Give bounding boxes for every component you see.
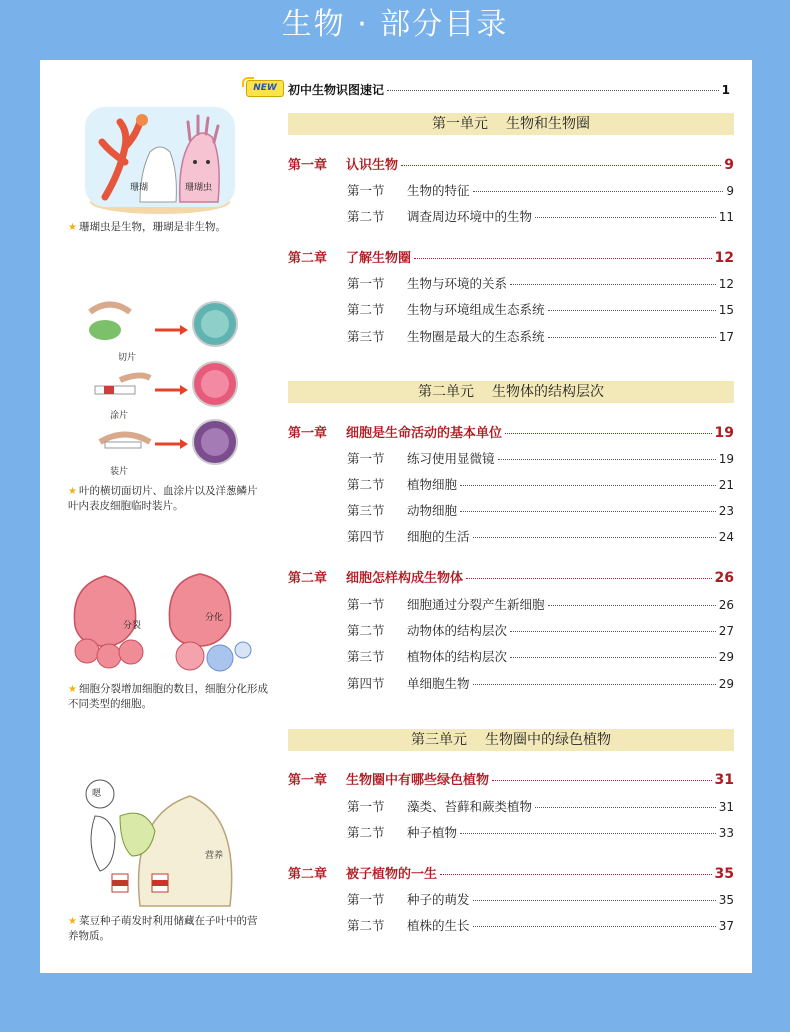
section-entry[interactable]: 第三节 植物体的结构层次 29 — [347, 649, 734, 664]
section-entry[interactable]: 第二节 动物体的结构层次 27 — [347, 623, 734, 638]
section-entry[interactable]: 第四节 单细胞生物 29 — [347, 676, 734, 691]
section-entry[interactable]: 第二节 生物与环境组成生态系统 15 — [347, 302, 734, 317]
section-slice-label: 切片 — [118, 353, 137, 363]
hmm-label: 嗯 — [92, 789, 102, 799]
section-entry[interactable]: 第二节 种子植物 33 — [347, 825, 734, 840]
unit-heading-1[interactable]: 第一单元 生物和生物圈 — [288, 113, 734, 135]
section-entry[interactable]: 第四节 细胞的生活 24 — [347, 529, 734, 544]
illustration-caption-3: ★ 细胞分裂增加细胞的数目，细胞分化形成不同类型的细胞。 — [68, 683, 268, 710]
smear-label: 涂片 — [110, 411, 129, 421]
chapter-entry[interactable]: 第一章 细胞是生命活动的基本单位 19 — [288, 425, 734, 441]
unit-heading-3[interactable]: 第三单元 生物圈中的绿色植物 — [288, 729, 734, 751]
table-of-contents — [40, 60, 752, 973]
coral-polyp-label: 珊瑚虫 — [185, 183, 213, 193]
chapter-entry[interactable]: 第一章 认识生物 9 — [288, 157, 734, 173]
toc-page — [40, 60, 752, 973]
section-entry[interactable]: 第一节 种子的萌发 35 — [347, 892, 734, 907]
new-badge: NEW — [246, 80, 284, 97]
star-icon: ★ — [68, 486, 77, 497]
page-title: 生物 · 部分目录 — [281, 7, 509, 42]
illustration-caption-1: ★ 珊瑚虫是生物，珊瑚是非生物。 — [68, 221, 226, 233]
chapter-entry[interactable]: 第二章 了解生物圈 12 — [288, 250, 734, 266]
star-icon: ★ — [68, 916, 77, 927]
coral-label: 珊瑚 — [130, 183, 149, 193]
chapter-entry[interactable]: 第一章 生物圈中有哪些绿色植物 31 — [288, 772, 734, 788]
division-label: 分裂 — [123, 621, 142, 631]
section-entry[interactable]: 第一节 练习使用显微镜 19 — [347, 451, 734, 466]
illustration-caption-2: ★ 叶的横切面切片、血涂片以及洋葱鳞片叶内表皮细胞临时装片。 — [68, 485, 258, 512]
toc-entry-new[interactable]: 初中生物识图速记 1 — [288, 83, 730, 97]
differentiation-label: 分化 — [205, 613, 224, 623]
chapter-entry[interactable]: 第二章 细胞怎样构成生物体 26 — [288, 570, 734, 586]
star-icon: ★ — [68, 684, 77, 695]
illustration-caption-4: ★ 菜豆种子萌发时利用储藏在子叶中的营养物质。 — [68, 915, 258, 942]
section-entry[interactable]: 第一节 藻类、苔藓和蕨类植物 31 — [347, 799, 734, 814]
section-entry[interactable]: 第一节 生物与环境的关系 12 — [347, 276, 734, 291]
section-entry[interactable]: 第三节 动物细胞 23 — [347, 503, 734, 518]
section-entry[interactable]: 第三节 生物圈是最大的生态系统 17 — [347, 329, 734, 344]
section-entry[interactable]: 第一节 细胞通过分裂产生新细胞 26 — [347, 597, 734, 612]
section-entry[interactable]: 第二节 植株的生长 37 — [347, 918, 734, 933]
chapter-entry[interactable]: 第二章 被子植物的一生 35 — [288, 866, 734, 882]
mount-label: 装片 — [110, 467, 129, 477]
nutrient-label: 营养 — [205, 851, 224, 861]
section-entry[interactable]: 第一节 生物的特征 9 — [347, 183, 734, 198]
section-entry[interactable]: 第二节 植物细胞 21 — [347, 477, 734, 492]
section-entry[interactable]: 第二节 调查周边环境中的生物 11 — [347, 209, 734, 224]
star-icon: ★ — [68, 222, 77, 233]
unit-heading-2[interactable]: 第二单元 生物体的结构层次 — [288, 381, 734, 403]
